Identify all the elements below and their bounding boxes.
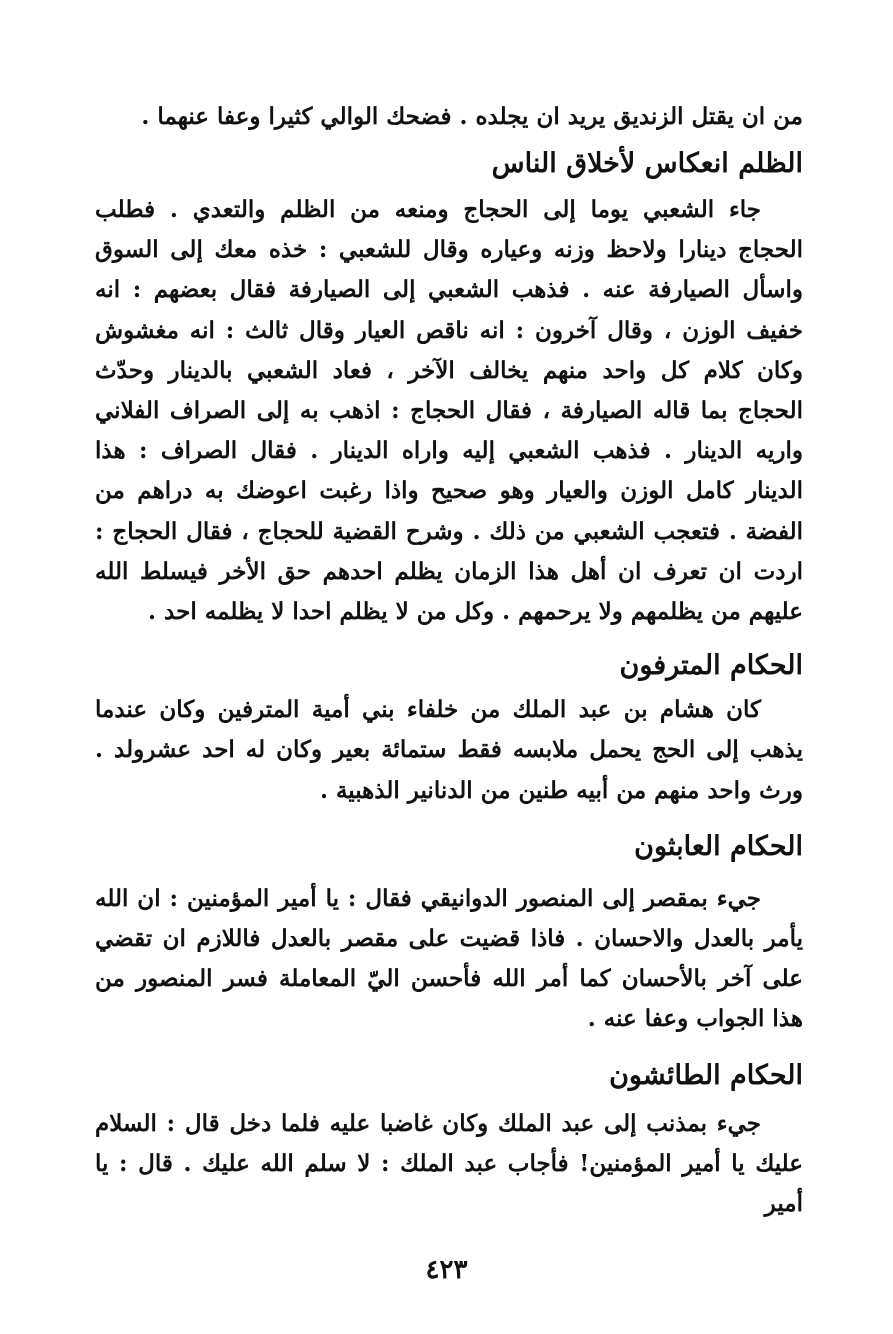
page-body	[95, 100, 803, 1224]
section-title-frivolous-rulers: الحكام العابثون	[634, 830, 803, 862]
opening-line: من ان يقتل الزنديق يريد ان يجلده . فضحك الوالي كثيرا وعفا عنهما .	[141, 103, 803, 130]
section-text-frivolous-rulers: جيء بمقصر إلى المنصور الدوانيقي فقال : يا أمير المؤمنين : ان الله يأمر بالعدل والاحسان . فاذا قضيت على مقصر بالعدل فاللازم ان تقضي على آخر بالأحسان كما أمر الله فأحسن اليّ المعاملة فسر المنصور من هذا الجواب وعفا عنه .	[95, 884, 803, 1033]
page-number: ٤٢٣	[425, 1255, 468, 1285]
section-text-luxurious-rulers: كان هشام بن عبد الملك من خلفاء بني أمية المترفين وكان عندما يذهب إلى الحج يحمل ملابسه فقط ستمائة بعير وكان له احد عشرولد . ورث واحد منهم من أبيه طنين من الدنانير الذهبية .	[95, 696, 803, 804]
section-title-injustice: الظلم انعكاس لأخلاق الناس	[491, 148, 803, 179]
section-title-reckless-rulers: الحكام الطائشون	[609, 1059, 803, 1091]
section-text-injustice: جاء الشعبي يوما إلى الحجاج ومنعه من الظلم والتعدي . فطلب الحجاج دينارا ولاحظ وزنه وعياره وقال للشعبي : خذه معك إلى السوق واسأل الصيارفة عنه . فذهب الشعبي إلى الصيارفة فقال بعضهم : انه خفيف الوزن ، وقال آخرون : انه ناقص العيار وقال ثالث : انه مغشوش وكان كلام كل واحد منهم يخالف الآخر ، فعاد الشعبي بالدينار وحدّث الحجاج بما قاله الصيارفة ، فقال الحجاج : اذهب به إلى الصراف الفلاني واريه الدينار . فذهب الشعبي إليه واراه الدينار . فقال الصراف : هذا الدينار كامل الوزن والعيار وهو صحيح واذا رغبت اعوضك به دراهم من الفضة . فتعجب الشعبي من ذلك . وشرح القضية للحجاج ، فقال الحجاج : اردت ان تعرف ان أهل هذا الزمان يظلم احدهم حق الأخر فيسلط الله عليهم من يظلمهم ولا يرحمهم . وكل من لا يظلم احدا لا يظلمه احد .	[95, 196, 803, 626]
section-text-reckless-rulers: جيء بمذنب إلى عبد الملك وكان غاضبا عليه فلما دخل قال : السلام عليك يا أمير المؤمنين! فأجاب عبد الملك : لا سلم الله عليك . قال : يا أمير	[95, 1109, 803, 1218]
section-title-luxurious-rulers: الحكام المترفون	[619, 650, 803, 682]
